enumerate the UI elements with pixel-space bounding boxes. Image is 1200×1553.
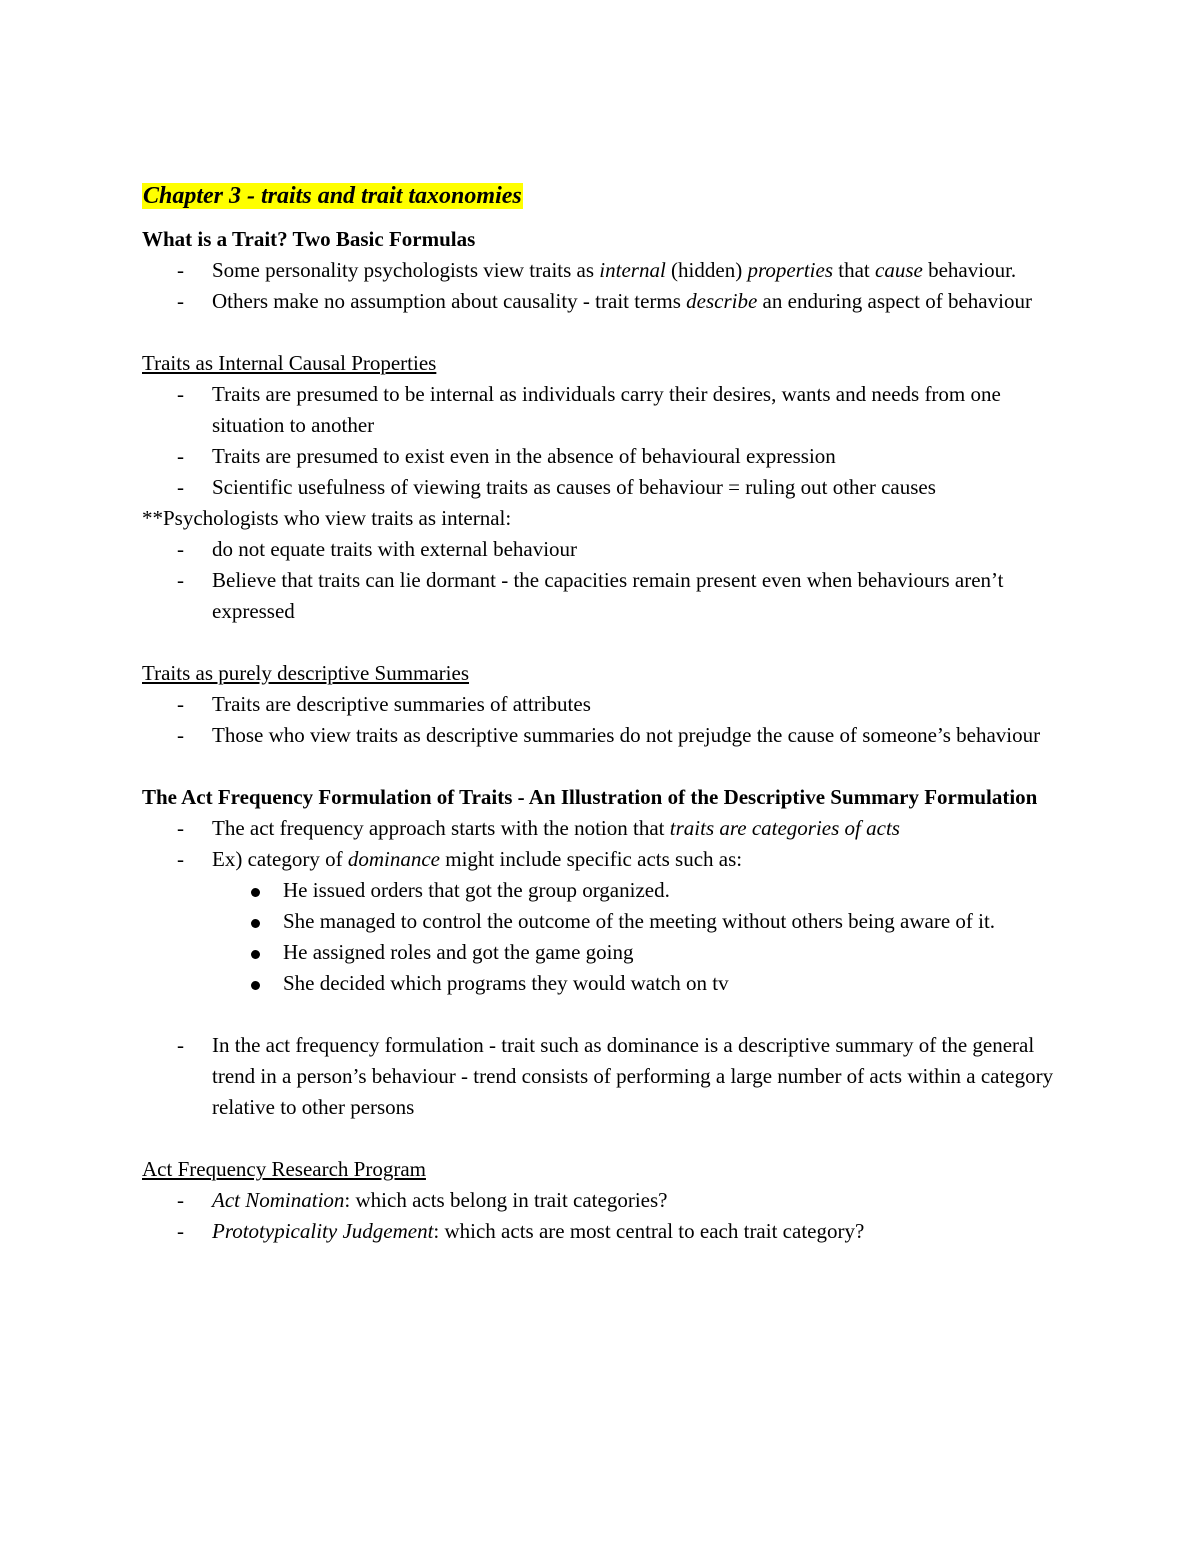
example-acts-list (142, 875, 1072, 999)
list-item: - Traits are presumed to be internal as individuals carry their desires, wants and needs from one situation to another (142, 379, 1072, 441)
section2-list (142, 379, 1072, 503)
list-item (142, 1185, 1072, 1216)
list-item (142, 813, 1072, 844)
text: behaviour. (922, 258, 1017, 282)
emphasis: cause (875, 258, 923, 282)
section-heading-act-frequency: The Act Frequency Formulation of Traits - An Illustration of the Descriptive Summary Formulation (142, 785, 1038, 809)
list-item (142, 286, 1072, 317)
section4-list-continued (142, 1030, 1072, 1123)
term: Prototypicality Judgement (212, 1219, 434, 1243)
section5-list (142, 1185, 1072, 1247)
emphasis: dominance (347, 847, 441, 871)
spacer (142, 1123, 1072, 1154)
text: : which acts belong in trait categories? (344, 1188, 668, 1212)
section2-note: **Psychologists who view traits as internal: (142, 506, 512, 530)
term: Act Nomination (212, 1188, 345, 1212)
emphasis: describe (686, 289, 758, 313)
text: Others make no assumption about causality - trait terms (212, 289, 687, 313)
document-page (142, 178, 1072, 1247)
emphasis: internal (599, 258, 666, 282)
text: The act frequency approach starts with the notion that (212, 816, 670, 840)
list-item (142, 1216, 1072, 1247)
list-item (142, 844, 1072, 875)
title-line (142, 178, 1072, 214)
section1-list (142, 255, 1072, 317)
list-item: - Those who view traits as descriptive summaries do not prejudge the cause of someone’s behaviour (142, 720, 1072, 751)
bullet-item: She managed to control the outcome of the meeting without others being aware of it. (142, 906, 1072, 937)
emphasis: traits are categories of acts (669, 816, 900, 840)
text: (hidden) (665, 258, 748, 282)
section-heading-research-program: Act Frequency Research Program (142, 1157, 426, 1181)
spacer (142, 999, 1072, 1030)
list-item: - do not equate traits with external behaviour (142, 534, 1072, 565)
list-item: - Believe that traits can lie dormant - the capacities remain present even when behaviours aren’t expressed (142, 565, 1072, 627)
list-item: - Scientific usefulness of viewing traits as causes of behaviour = ruling out other causes (142, 472, 1072, 503)
bullet-item: He assigned roles and got the game going (142, 937, 1072, 968)
bullet-item: He issued orders that got the group organized. (142, 875, 1072, 906)
section-heading-what-is-a-trait: What is a Trait? Two Basic Formulas (142, 227, 476, 251)
list-item (142, 255, 1072, 286)
list-item: - Traits are descriptive summaries of attributes (142, 689, 1072, 720)
section3-list (142, 689, 1072, 751)
emphasis: properties (747, 258, 834, 282)
section-heading-internal-causal: Traits as Internal Causal Properties (142, 351, 437, 375)
spacer (142, 627, 1072, 658)
text: an enduring aspect of behaviour (757, 289, 1032, 313)
section-heading-descriptive-summaries: Traits as purely descriptive Summaries (142, 661, 470, 685)
list-item: - In the act frequency formulation - trait such as dominance is a descriptive summary of the general trend in a person’s behaviour - trend consists of performing a large number of acts within a category relative to other persons (142, 1030, 1072, 1123)
spacer (142, 751, 1072, 782)
text: might include specific acts such as: (440, 847, 743, 871)
spacer (142, 317, 1072, 348)
chapter-title: Chapter 3 - traits and trait taxonomies (143, 183, 522, 209)
text: Ex) category of (212, 847, 348, 871)
list-item: - Traits are presumed to exist even in the absence of behavioural expression (142, 441, 1072, 472)
bullet-item: She decided which programs they would watch on tv (142, 968, 1072, 999)
text: that (833, 258, 876, 282)
section4-list (142, 813, 1072, 875)
section2-note-list (142, 534, 1072, 627)
text: : which acts are most central to each trait category? (433, 1219, 865, 1243)
text: Some personality psychologists view traits as (212, 258, 600, 282)
